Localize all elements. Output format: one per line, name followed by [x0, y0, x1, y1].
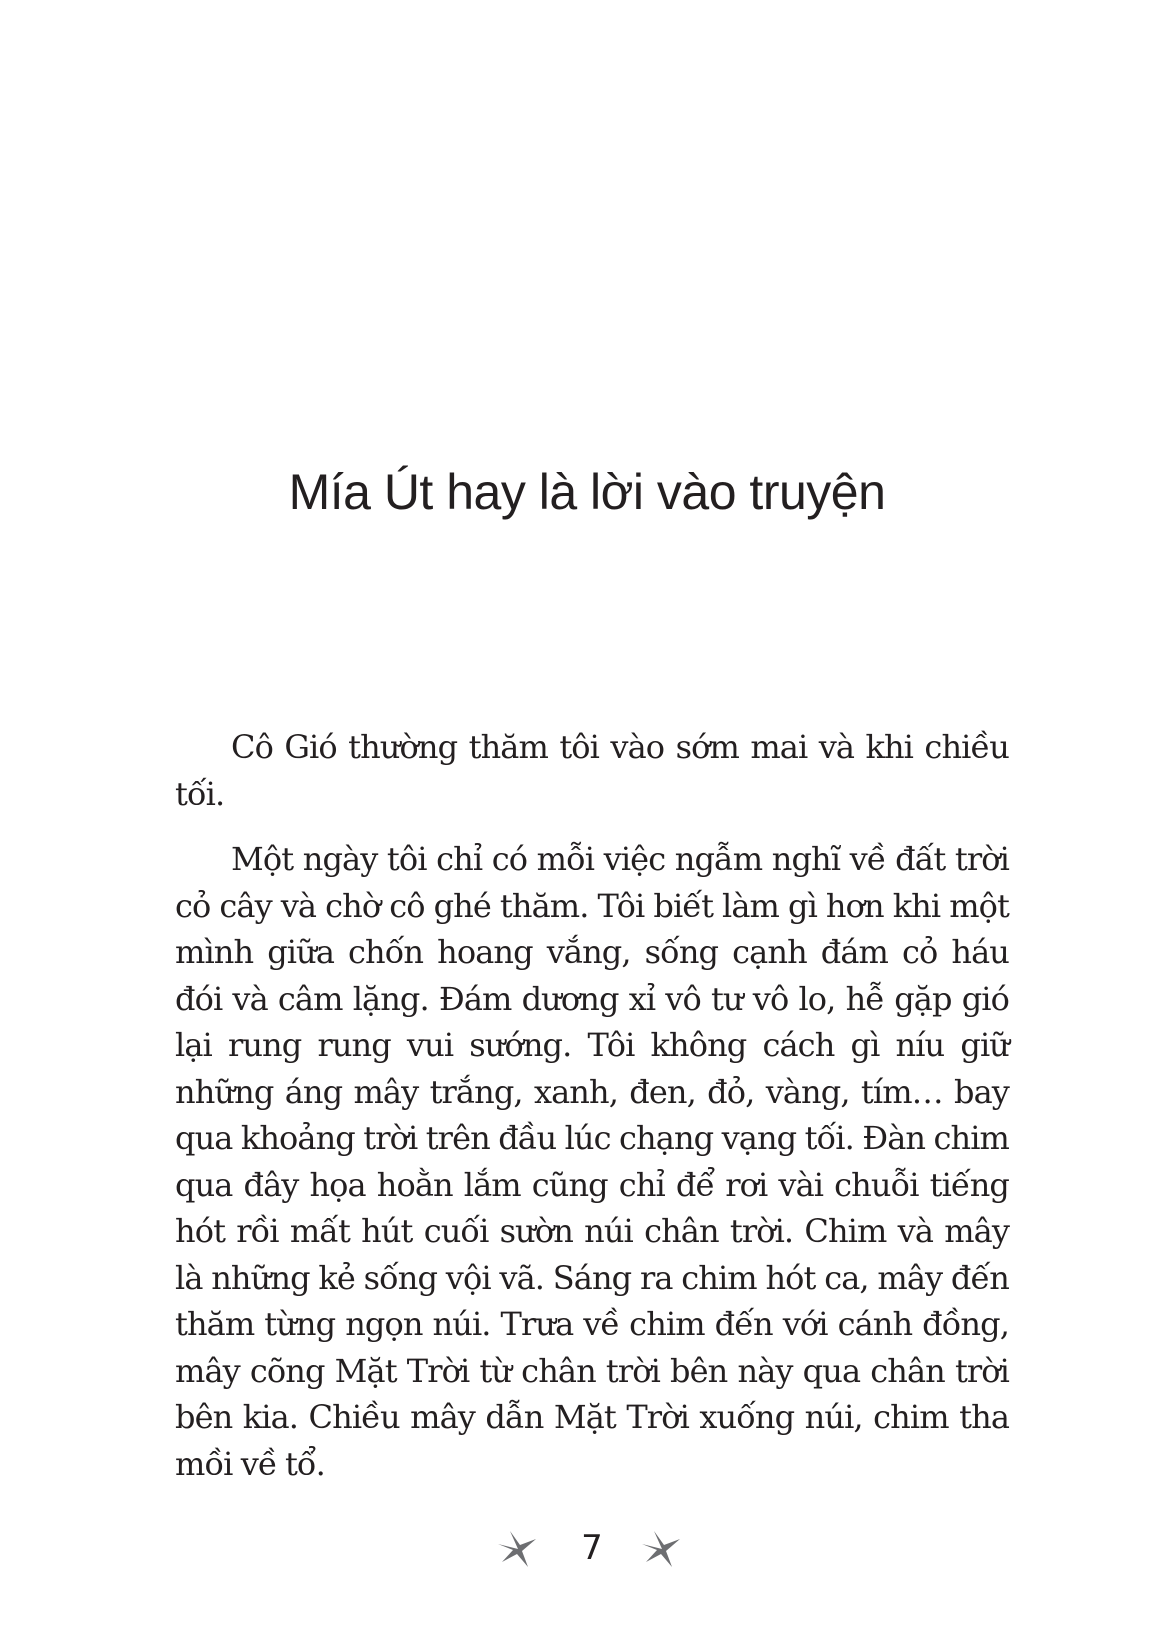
paragraph-1: Cô Gió thường thăm tôi vào sớm mai và khi chiều tối.: [175, 728, 1009, 813]
star-ornament-right-icon: [642, 1529, 682, 1569]
page-number: 7: [581, 1528, 603, 1568]
body-text: [175, 724, 1009, 1506]
paragraph-2: Một ngày tôi chỉ có mỗi việc ngẫm nghĩ về đất trời cỏ cây và chờ cô ghé thăm. Tôi biết làm gì hơn khi một mình giữa chốn hoang vắng, sống cạnh đám cỏ háu đói và câm lặng. Đám dương xỉ vô tư vô lo, hễ gặp gió lại rung rung vui sướng. Tôi không cách gì níu giữ những áng mây trắng, xanh, đen, đỏ, vàng, tím… bay qua khoảng trời trên đầu lúc chạng vạng tối. Đàn chim qua đây họa hoằn lắm cũng chỉ để rơi vài chuỗi tiếng hót rồi mất hút cuối sườn núi chân trời. Chim và mây là những kẻ sống vội vã. Sáng ra chim hót ca, mây đến thăm từng ngọn núi. Trưa về chim đến với cánh đồng, mây cõng Mặt Trời từ chân trời bên này qua chân trời bên kia. Chiều mây dẫn Mặt Trời xuống núi, chim tha mồi về tổ.: [175, 840, 1009, 1483]
page-footer: [0, 1523, 1174, 1573]
star-ornament-left-icon: [498, 1529, 538, 1569]
chapter-title: Mía Út hay là lời vào truyện: [288, 464, 886, 520]
